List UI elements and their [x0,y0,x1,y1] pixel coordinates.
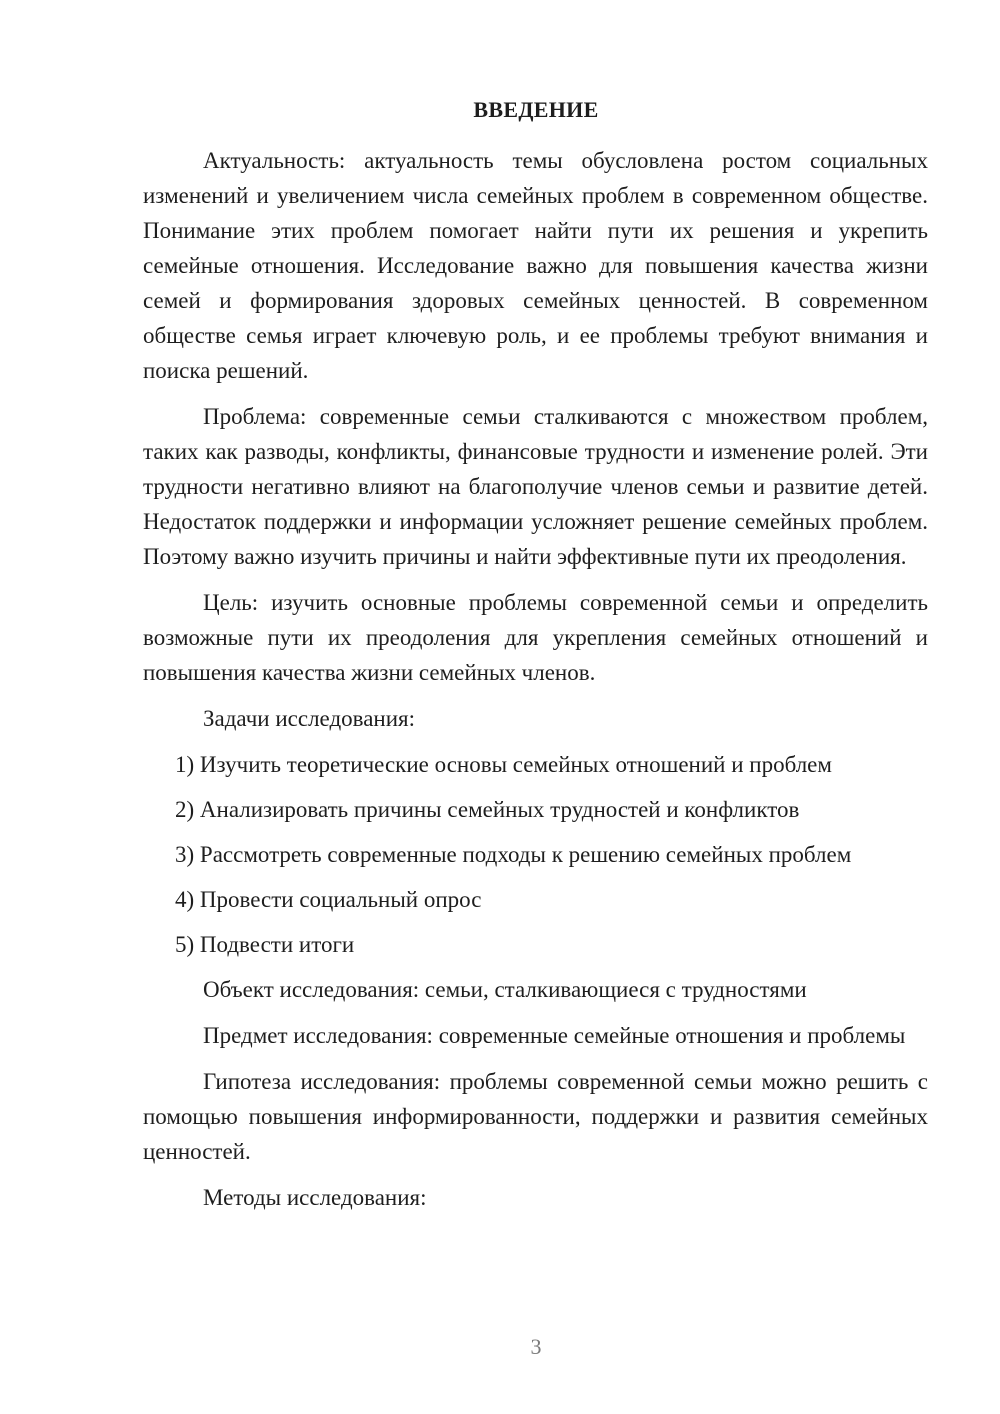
relevance-paragraph: Актуальность: актуальность темы обусловлена ростом социальных изменений и увеличением числа семейных проблем в современном обществе. Понимание этих проблем помогает найти пути их решения и укрепить семейные отношения. Исследование важно для повышения качества жизни семей и формирования здоровых семейных ценностей. В современном обществе семья играет ключевую роль, и ее проблемы требуют внимания и поиска решений. [143,148,928,383]
tasks-list [143,747,928,962]
list-item: 4) Провести социальный опрос [175,887,482,912]
tasks-heading: Задачи исследования: [203,706,416,731]
body-text [143,143,928,1226]
object-paragraph: Объект исследования: семьи, сталкивающиеся с трудностями [203,977,807,1002]
list-item: 2) Анализировать причины семейных трудностей и конфликтов [175,797,800,822]
section-heading: ВВЕДЕНИЕ [473,97,599,122]
methods-heading: Методы исследования: [203,1185,427,1210]
subject-paragraph: Предмет исследования: современные семейные отношения и проблемы [203,1023,906,1048]
page-number: 3 [530,1334,542,1359]
problem-paragraph: Проблема: современные семьи сталкиваются с множеством проблем, таких как разводы, конфликты, финансовые трудности и изменение ролей. Эти трудности негативно влияют на благополучие членов семьи и развитие детей. Недостаток поддержки и информации усложняет решение семейных проблем. Поэтому важно изучить причины и найти эффективные пути их преодоления. [143,404,928,569]
hypothesis-paragraph: Гипотеза исследования: проблемы современной семьи можно решить с помощью повышения информированности, поддержки и развития семейных ценностей. [143,1069,928,1164]
list-item: 3) Рассмотреть современные подходы к решению семейных проблем [175,842,852,867]
list-item: 5) Подвести итоги [175,932,355,957]
goal-paragraph: Цель: изучить основные проблемы современной семьи и определить возможные пути их преодоления для укрепления семейных отношений и повышения качества жизни семейных членов. [143,590,928,685]
list-item: 1) Изучить теоретические основы семейных отношений и проблем [175,752,832,777]
